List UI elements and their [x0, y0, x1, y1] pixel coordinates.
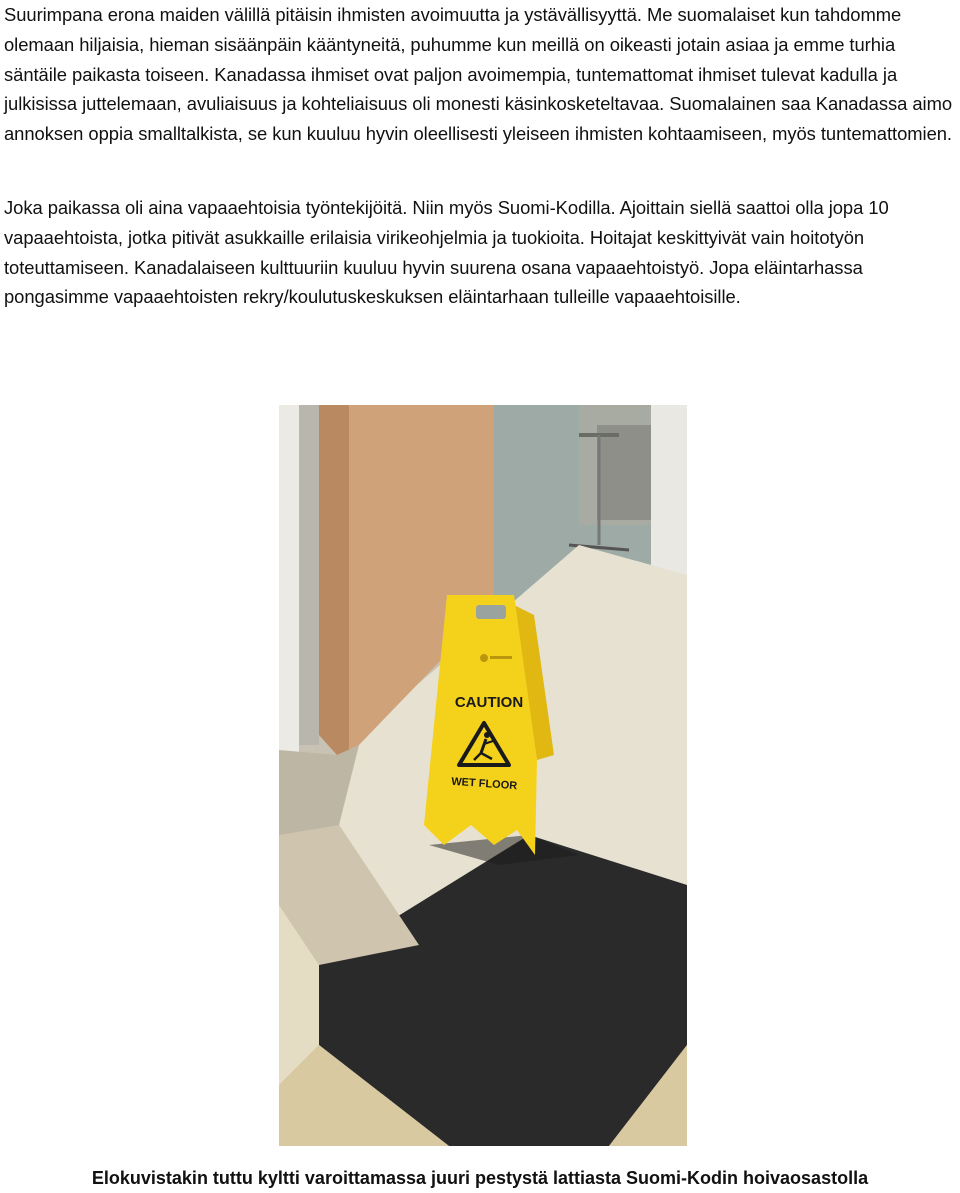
paragraph-openness: Suurimpana erona maiden välillä pitäisin ihmisten avoimuutta ja ystävällisyyttä. Me suomalaiset kun tahdomme olemaan hiljaisia, hieman sisäänpäin kääntyneitä, puhumme kun meillä on oikeasti jotain asiaa ja emme turhia säntäile paikasta toiseen. Kanadassa ihmiset ovat paljon avoimempia, tuntemattomat ihmiset tulevat kadulla ja julkisissa juttelemaan, avuliaisuus ja kohteliaisuus oli monesti käsinkosketeltavaa. Suomalainen saa Kanadassa aimo annoksen oppia smalltalkista, se kun kuuluu hyvin oleellisesti yleiseen ihmisten kohtaamiseen, myös tuntemattomien.	[4, 4, 953, 145]
sign-wet-floor-text: WET FLOOR	[450, 775, 518, 793]
photo-caption: Elokuvistakin tuttu kyltti varoittamassa juuri pestystä lattiasta Suomi-Kodin hoivaosastolla	[91, 1168, 869, 1188]
sign-caution-text: CAUTION	[454, 694, 524, 711]
wet-floor-sign-photo	[279, 405, 687, 1146]
photo-illustration	[279, 405, 687, 1146]
paragraph-volunteers: Joka paikassa oli aina vapaaehtoisia työntekijöitä. Niin myös Suomi-Kodilla. Ajoittain siellä saattoi olla jopa 10 vapaaehtoista, jotka pitivät asukkaille erilaisia virikeohjelmia ja tuokioita. Hoitajat keskittyivät vain hoitotyön toteuttamiseen. Kanadalaiseen kulttuuriin kuuluu hyvin suurena osana vapaaehtoistyö. Jopa eläintarhassa pongasimme vapaaehtoisten rekry/koulutuskeskuksen eläintarhaan tulleille vapaaehtoisille.	[4, 197, 889, 308]
